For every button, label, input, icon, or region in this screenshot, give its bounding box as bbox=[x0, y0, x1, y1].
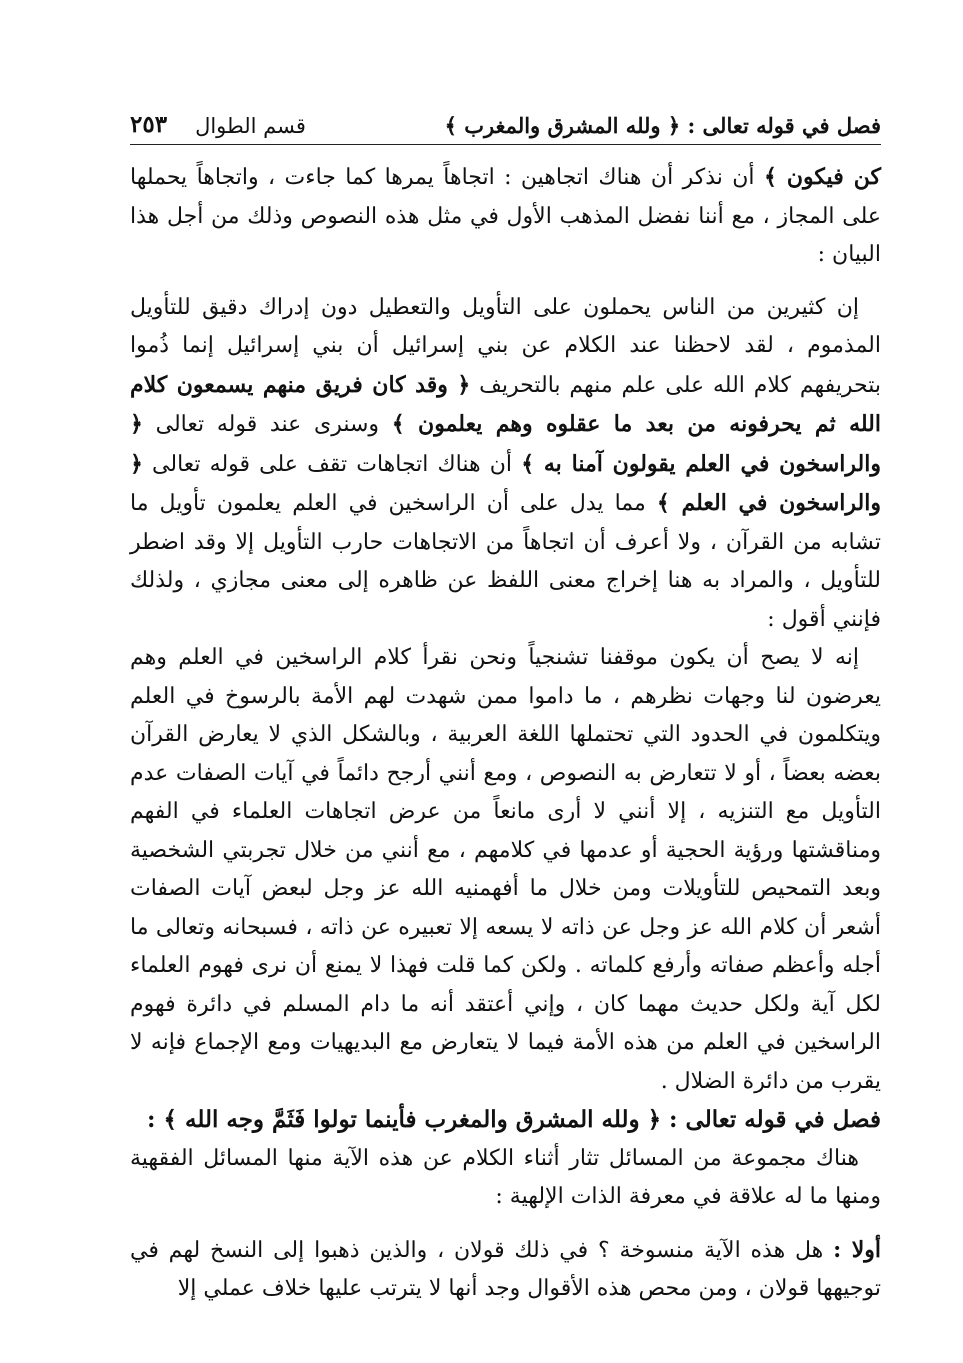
paragraph-1-bold-lead: كن فيكون ﴾ bbox=[763, 164, 882, 190]
header-part-label: قسم الطوال bbox=[195, 114, 306, 138]
paragraph-2-text-3: أن هناك اتجاهات تقف على قوله تعالى bbox=[142, 451, 522, 477]
section-paragraph-2-bold-lead: أولا : bbox=[833, 1236, 881, 1263]
paragraph-1-text: أن نذكر أن هناك اتجاهين : اتجاهاً يمرها كما جاءت ، واتجاهاً يحملها على المجاز ، مع أننا نفضل المذهب الأول في مثل هذه النصوص وذلك من أجل هذا البيان : bbox=[130, 165, 881, 267]
section-paragraph-2 bbox=[130, 1231, 881, 1309]
running-header bbox=[130, 98, 881, 145]
paragraph-2 bbox=[130, 289, 881, 640]
section-paragraph-1: هناك مجموعة من المسائل تثار أثناء الكلام عن هذه الآية منها المسائل الفقهية ومنها ما له علاقة في معرفة الذات الإلهية : bbox=[130, 1145, 881, 1209]
paragraph-2-quran-quote-1: ﴿ وقد كان فريق منهم يسمعون كلام الله ثم يحرفونه من بعد ما عقلوه وهم يعلمون ﴾ bbox=[130, 371, 881, 437]
paragraph-2-quran-quote-3: ﴿ والراسخون في العلم ﴾ bbox=[130, 450, 881, 516]
header-section-title: فصل في قوله تعالى : ﴿ ولله المشرق والمغرب ﴾ bbox=[444, 113, 881, 138]
page-number: ٢٥٣ bbox=[130, 111, 168, 138]
paragraph-3: إنه لا يصح أن يكون موقفنا تشنجياً ونحن نقرأ كلام الراسخين في العلم وهم يعرضون لنا وجهات نظرهم ، ما داموا ممن شهدت لهم الأمة بالرسوخ في العلم ويتكلمون في الحدود التي تحتملها اللغة العربية ، وبالشكل الذي لا يعارض القرآن بعضه بعضاً ، أو لا تتعارض به النصوص ، ومع أنني أرجح دائماً في آيات الصفات عدم التأويل مع التنزيه ، إلا أنني لا أرى مانعاً من عرض اتجاهات العلماء في الفهم ومناقشتها ورؤية الحجية أو عدمها في كلامهم ، مع أنني من خلال تجربتي الشخصية وبعد التمحيص للتأويلات ومن خلال ما أفهمنيه الله عز وجل لبعض آيات الصفات أشعر أن كلام الله عز وجل عن ذاته لا يسعه إلا تعبيره عن ذاته ، فسبحانه وتعالى ما أجله وأعظم صفاته وأرفع كلماته . ولكن كما قلت فهذا لا يمنع أن نرى فهوم العلماء لكل آية ولكل حديث مهما كان ، وإني أعتقد أنه ما دام المسلم في دائرة فهوم الراسخين في العلم من هذه الأمة فيما لا يتعارض مع البديهيات ومع الإجماع فإنه لا يقرب من دائرة الضلال . bbox=[130, 645, 881, 1094]
paragraph-2-quran-quote-2: ﴿ والراسخون في العلم يقولون آمنا به ﴾ bbox=[130, 411, 881, 477]
section-paragraph-2-text: هل هذه الآية منسوخة ؟ في ذلك قولان ، والذين ذهبوا إلى النسخ لهم في توجيهها قولان ، ومن محص هذه الأقوال وجد أنها لا يترتب عليها خلاف عملي إلا bbox=[130, 1237, 881, 1301]
paragraph-1 bbox=[130, 158, 881, 275]
paragraph-2-text-2: وسنرى عند قوله تعالى bbox=[142, 412, 392, 437]
paragraph-2-text-1: إن كثيرين من الناس يحملون على التأويل والتعطيل دون إدراك دقيق للتأويل المذموم ، لقد لاحظنا عند الكلام عن بني إسرائيل أن بني إسرائيل إنما ذُموا بتحريفهم كلام الله على علم منهم بالتحريف bbox=[130, 294, 881, 398]
header-left-group bbox=[130, 111, 306, 138]
section-heading: فصل في قوله تعالى : ﴿ ولله المشرق والمغرب فأينما تولوا فَثَمَّ وجه الله ﴾ : bbox=[147, 1106, 881, 1133]
page-body bbox=[130, 158, 881, 1309]
paragraph-2-text-4: مما يدل على أن الراسخين في العلم يعلمون تأويل ما تشابه من القرآن ، ولا أعرف أن اتجاهاً من الاتجاهات حارب التأويل إلا وقد اضطر للتأويل ، والمراد به هنا إخراج معنى اللفظ عن ظاهره إلى معنى مجازي ، ولذلك فإنني أقول : bbox=[130, 491, 881, 632]
